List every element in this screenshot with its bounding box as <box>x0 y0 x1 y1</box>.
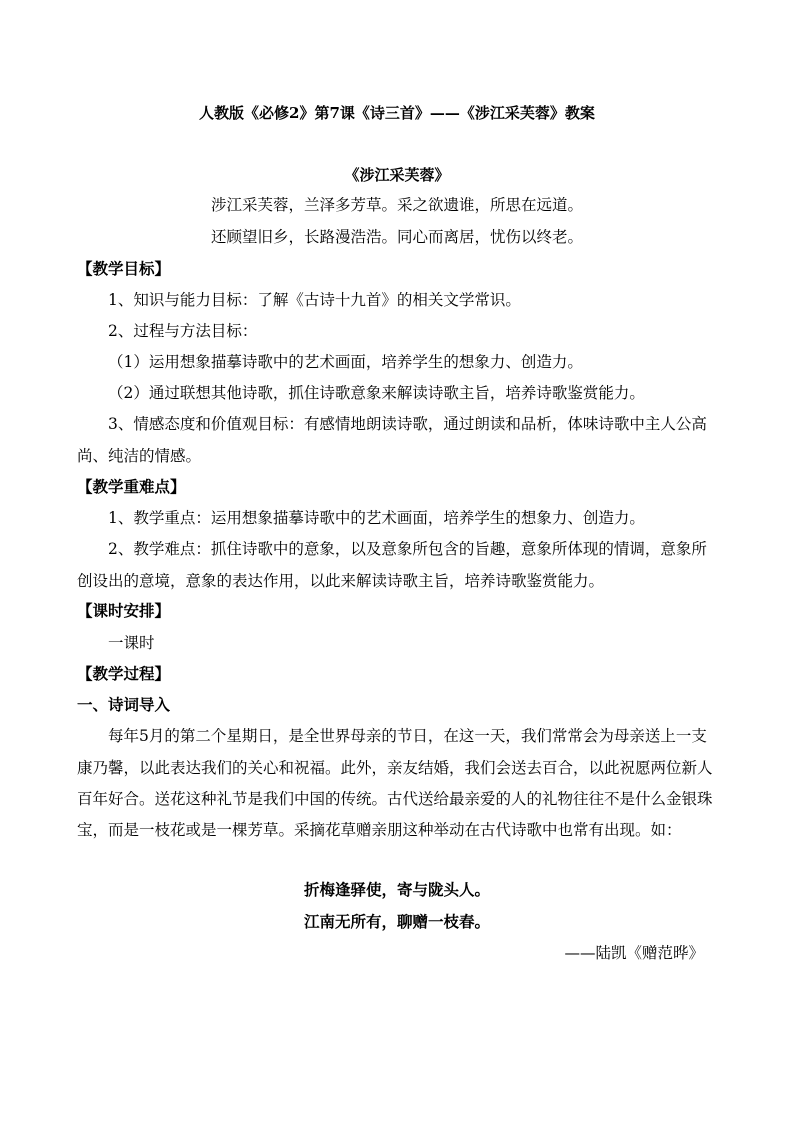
document-title: 人教版《必修2》第7课《诗三首》——《涉江采芙蓉》教案 <box>199 104 595 122</box>
objective-subitem: （1）运用想象描摹诗歌中的艺术画面，培养学生的想象力、创造力。 <box>108 353 583 371</box>
objectives-heading: 【教学目标】 <box>77 259 171 278</box>
quote-line: 江南无所有，聊赠一枝春。 <box>303 912 490 931</box>
process-heading: 【教学过程】 <box>77 664 171 683</box>
paragraph-line: 康乃馨，以此表达我们的关心和祝福。此外，亲友结婚，我们会送去百合，以此祝愿两位新人 <box>77 759 713 777</box>
objective-item: 2、过程与方法目标： <box>108 322 258 340</box>
paragraph-line: 每年5月的第二个星期日，是全世界母亲的节日，在这一天，我们常常会为母亲送上一支 <box>108 727 707 745</box>
poem-title: 《涉江采芙蓉》 <box>344 166 450 184</box>
keypoint-item-continuation: 创设出的意境，意象的表达作用，以此来解读诗歌主旨，培养诗歌鉴赏能力。 <box>77 572 605 590</box>
poem-line: 还顾望旧乡，长路漫浩浩。同心而离居，忧伤以终老。 <box>210 228 583 246</box>
paragraph-line: 百年好合。送花这种礼节是我们中国的传统。古代送给最亲爱的人的礼物往往不是什么金银珠 <box>77 790 713 808</box>
objective-item: 1、知识与能力目标：了解《古诗十九首》的相关文学常识。 <box>108 291 521 309</box>
keypoint-item: 1、教学重点：运用想象描摹诗歌中的艺术画面，培养学生的想象力、创造力。 <box>108 509 645 527</box>
section-heading: 一、诗词导入 <box>77 695 171 714</box>
objective-item: 3、情感态度和价值观目标：有感情地朗读诗歌，通过朗读和品析，体味诗歌中主人公高 <box>108 415 707 433</box>
objective-subitem: （2）通过联想其他诗歌，抓住诗歌意象来解读诗歌主旨，培养诗歌鉴赏能力。 <box>108 384 645 402</box>
schedule-text: 一课时 <box>108 634 155 652</box>
quote-line: 折梅逢驿使，寄与陇头人。 <box>303 880 490 899</box>
poem-line: 涉江采芙蓉，兰泽多芳草。采之欲遗谁，所思在远道。 <box>210 196 583 214</box>
quote-attribution: ——陆凯《赠范晔》 <box>564 944 704 962</box>
objective-item-continuation: 尚、纯洁的情感。 <box>77 447 202 465</box>
paragraph-line: 宝，而是一枝花或是一棵芳草。采摘花草赠亲朋这种举动在古代诗歌中也常有出现。如： <box>77 821 682 839</box>
keypoint-item: 2、教学难点：抓住诗歌中的意象，以及意象所包含的旨趣，意象所体现的情调，意象所 <box>108 540 707 558</box>
schedule-heading: 【课时安排】 <box>77 601 171 620</box>
keypoints-heading: 【教学重难点】 <box>77 477 186 496</box>
